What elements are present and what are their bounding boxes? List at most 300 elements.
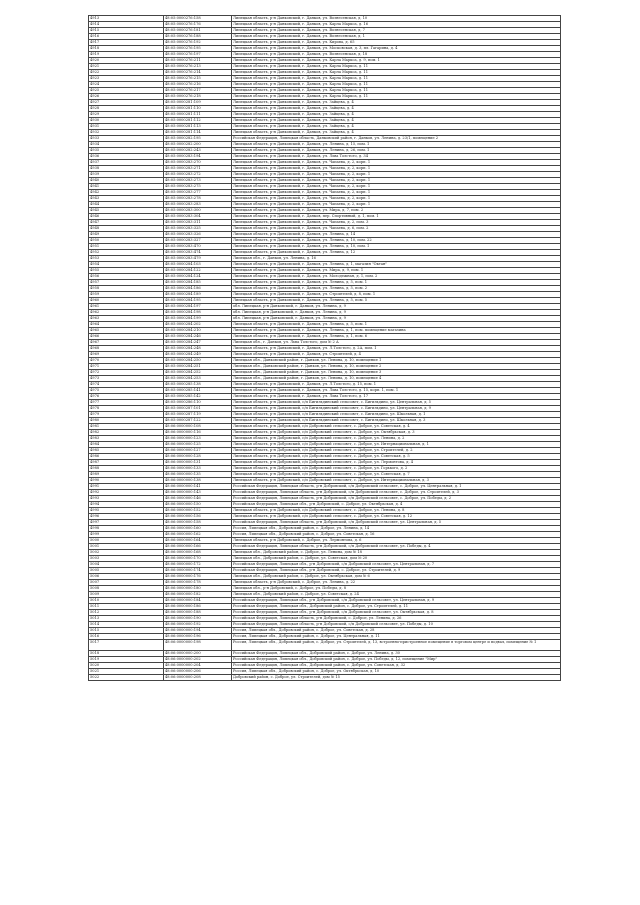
row-number-cell: 4976 (89, 394, 164, 400)
row-number-cell: 4916 (89, 34, 164, 40)
address-cell: Липецкая область, р-н Данковский, г. Данков, ул. Ленина, д. 1, пом. помещение магазина (232, 328, 561, 334)
row-number-cell: 4963 (89, 316, 164, 322)
cadastral-number-cell: 48:05:0000276:218 (164, 94, 232, 100)
cadastral-number-cell: 48:05:0000282:243 (164, 148, 232, 154)
row-number-cell: 5012 (89, 610, 164, 616)
row-number-cell: 4974 (89, 382, 164, 388)
cadastral-number-cell: 48:05:0000281:109 (164, 100, 232, 106)
row-number-cell: 4949 (89, 232, 164, 238)
row-number-cell: 4931 (89, 124, 164, 130)
row-number-cell: 4956 (89, 274, 164, 280)
cadastral-number-cell: 48:05:0000282:200 (164, 142, 232, 148)
address-cell: Липецкая область, р-н Данковский, г. Данков, ул. Ленина, д. 5, пом. 1 (232, 322, 561, 328)
row-number-cell: 5002 (89, 550, 164, 556)
address-cell: Липецкая область, р-н Данковский, г. Данков, ул. Кирова, д. 65 (232, 40, 561, 46)
cadastral-number-cell: 48:05:0000284:124 (164, 274, 232, 280)
address-cell: Липецкая область, р-н Данковский, г. Данков, ул. Карла Маркса, д. 16 (232, 22, 561, 28)
address-cell: Россия, Липецкая обл., Добровский район, с. Доброе, ул. Строителей, д. 13, встроенно-пристроенное помещение в торговом центре и подвал, помещение № 1 (232, 640, 561, 651)
cadastral-number-cell: 48:05:0000284:202 (164, 322, 232, 328)
row-number-cell: 5010 (89, 598, 164, 604)
row-number-cell: 5004 (89, 562, 164, 568)
address-cell: Липецкая обл., Добровский район, с. Доброе, ул. Советская, д. 24 (232, 592, 561, 598)
cadastral-number-cell: 48:06:0000000:208 (164, 674, 232, 680)
cadastral-number-cell: 48:06:0000000:204 (164, 662, 232, 668)
cadastral-number-cell: 48:05:0000276:195 (164, 46, 232, 52)
row-number-cell: 4915 (89, 28, 164, 34)
address-cell: Липецкая область, р-н Данковский, г. Данков, ул. Л.Толстого, д. 2А, пом. 1 (232, 346, 561, 352)
row-number-cell: 4988 (89, 466, 164, 472)
row-number-cell: 4995 (89, 508, 164, 514)
cadastral-number-cell: 48:05:0000281:114 (164, 130, 232, 136)
row-number-cell: 4929 (89, 112, 164, 118)
row-number-cell: 4970 (89, 358, 164, 364)
row-number-cell: 4946 (89, 214, 164, 220)
cadastral-number-cell: 48:05:0000284:210 (164, 328, 232, 334)
cadastral-number-cell: 48:06:0000000:184 (164, 598, 232, 604)
row-number-cell: 4917 (89, 40, 164, 46)
row-number-cell: 5005 (89, 568, 164, 574)
cadastral-number-cell: 48:05:0000283:470 (164, 244, 232, 250)
cadastral-number-cell: 48:05:0000276:192 (164, 40, 232, 46)
cadastral-number-cell: 48:05:0000283:271 (164, 166, 232, 172)
address-cell: обл. Липецкая, р-н Данковский, г. Данков, ул. Ленина, д. 9 (232, 310, 561, 316)
cadastral-number-cell: 48:06:0000000:178 (164, 580, 232, 586)
cadastral-number-cell: 48:05:0000284:195 (164, 298, 232, 304)
cadastral-number-cell: 48:05:0000276:215 (164, 76, 232, 82)
address-cell: Липецкая область, р-н Данковский, г. Данков, ул. Вознесенская, д. 1 (232, 34, 561, 40)
cadastral-number-cell: 48:05:0000276:181 (164, 28, 232, 34)
address-cell: Липецкая область, р-н Данковский, г. Данков, ул. Карла Маркса, д. 11 (232, 94, 561, 100)
row-number-cell: 4961 (89, 304, 164, 310)
cadastral-number-cell: 48:06:0000000:152 (164, 508, 232, 514)
address-cell: Липецкая обл., Добровский район, с. Доброе, ул. Октябрьская, дом № 6 (232, 574, 561, 580)
row-number-cell: 4936 (89, 154, 164, 160)
address-cell: Российская Федерация, Липецкая область, р-н Добровский, с/п Добровский сельсовет, с. Доброе, ул. Центральная, д. 1 (232, 484, 561, 490)
address-cell: Липецкая область, р-н Данковский, г. Данков, ул. Ленина, д. 5, пом. 5 (232, 298, 561, 304)
cadastral-number-cell: 48:06:0000000:128 (164, 454, 232, 460)
row-number-cell: 4925 (89, 88, 164, 94)
address-cell: Липецкая область, р-н Данковский, г. Данков, ул. Строителей, д. 4 (232, 352, 561, 358)
cadastral-number-cell: 48:05:0000283:272 (164, 172, 232, 178)
cadastral-number-cell: 48:05:0000281:112 (164, 118, 232, 124)
address-cell: Липецкая область, р-н Данковский, г. Данков, ул. Карла Маркса, д. 11 (232, 70, 561, 76)
address-cell: Липецкая область, р-н Добровский, с/п Добровский сельсовет, с. Доброе, ул. Лермонтова, д. 4 (232, 460, 561, 466)
cadastral-number-cell: 48:05:0000276:217 (164, 88, 232, 94)
row-number-cell: 4948 (89, 226, 164, 232)
row-number-cell: 4996 (89, 514, 164, 520)
row-number-cell: 5014 (89, 622, 164, 628)
cadastral-number-cell: 48:06:0000000:156 (164, 514, 232, 520)
address-cell: Российская Федерация, Липецкая обл., Добровский район, с. Доброе, ул. Ленина, д. 30 (232, 650, 561, 656)
cadastral-number-cell: 48:05:0000284:251 (164, 364, 232, 370)
row-number-cell: 4940 (89, 178, 164, 184)
address-cell: Липецкая область, р-н Данковский, г. Данков, ул. Чапаева, д. 2, корп. 1 (232, 166, 561, 172)
cadastral-number-cell: 48:06:0000000:146 (164, 496, 232, 502)
cadastral-number-cell: 48:06:0000000:172 (164, 562, 232, 568)
cadastral-number-cell: 48:05:0000276:158 (164, 16, 232, 22)
cadastral-number-cell: 48:06:0000000:123 (164, 436, 232, 442)
row-number-cell: 4951 (89, 244, 164, 250)
address-cell: Липецкая область, р-н Данковский, г. Данков, ул. Вознесенская, д. 10 (232, 16, 561, 22)
cadastral-number-cell: 48:05:0000287:101 (164, 406, 232, 412)
cadastral-number-cell: 48:06:0000000:166 (164, 544, 232, 550)
row-number-cell: 4958 (89, 286, 164, 292)
address-cell: Липецкая область, р-н Данковский, г. Данков, ул. Зайцева, д. 4 (232, 112, 561, 118)
row-number-cell: 4945 (89, 208, 164, 214)
document-page (88, 15, 551, 681)
cadastral-number-cell: 48:06:0000000:180 (164, 586, 232, 592)
row-number-cell: 4977 (89, 400, 164, 406)
address-cell: Липецкая область, р-н Данковский, с/п Бигильдинский сельсовет, с. Бигильдино, ул. Центральная, д. 9 (232, 406, 561, 412)
address-cell: обл. Липецкая, р-н Данковский, г. Данков, ул. Ленина, д. 9 (232, 304, 561, 310)
row-number-cell: 5021 (89, 668, 164, 674)
row-number-cell: 4969 (89, 352, 164, 358)
cadastral-number-cell: 48:06:0000000:188 (164, 610, 232, 616)
address-cell: Липецкая область, р-н Добровский, с/п Добровский сельсовет, с. Доброе, ул. Советская, д. 5 (232, 454, 561, 460)
cadastral-number-cell: 48:05:0000283:277 (164, 190, 232, 196)
address-cell: Липецкая область, р-н Данковский, г. Данков, ул. Чапаева, д. 2, корп. 1 (232, 172, 561, 178)
address-cell: Липецкая область, р-н Добровский, с/п Добровский сельсовет, с. Доброе, ул. Советская, д. 12 (232, 514, 561, 520)
cadastral-number-cell: 48:05:0000284:253 (164, 376, 232, 382)
address-cell: Липецкая область, р-н Данковский, г. Данков, ул. Ленина, д. 15, пом. 1 (232, 142, 561, 148)
cadastral-number-cell: 48:05:0000283:273 (164, 178, 232, 184)
cadastral-number-cell: 48:06:0000000:125 (164, 442, 232, 448)
address-cell: Липецкая область, р-н Добровский, с/п Добровский сельсовет, с. Доброе, ул. Октябрьская, д. 3 (232, 430, 561, 436)
row-number-cell: 5009 (89, 592, 164, 598)
address-cell: Липецкая область, р-н Данковский, г. Данков, ул. Ленина, д. 14 (232, 232, 561, 238)
row-number-cell: 4991 (89, 484, 164, 490)
row-number-cell: 4962 (89, 310, 164, 316)
address-cell: Липецкая область, р-н Данковский, г. Данков, ул. Карла Маркса, д. 11 (232, 76, 561, 82)
address-cell: Россия, Липецкая обл., Добровский район, с. Доброе, ул. Советская, д. 28 (232, 628, 561, 634)
address-cell: Россия, Липецкая обл., Добровский район, с. Доброе, ул. Центральная, д. 11 (232, 634, 561, 640)
address-cell: Липецкая область, р-н Данковский, г. Данков, ул. Чапаева, д. 2, корп. 1 (232, 196, 561, 202)
cadastral-number-cell: 48:05:0000276:216 (164, 82, 232, 88)
row-number-cell: 5006 (89, 574, 164, 580)
cadastral-number-cell: 48:06:0000000:190 (164, 616, 232, 622)
address-cell: Российская Федерация, Липецкая область, р-н Добровский, с/п Добровский сельсовет, ул. Победы, д. 4 (232, 544, 561, 550)
cadastral-number-cell: 48:06:0000000:158 (164, 520, 232, 526)
row-number-cell: 4935 (89, 148, 164, 154)
cadastral-number-cell: 48:05:0000283:304 (164, 214, 232, 220)
address-cell: Липецкая область, р-н Данковский, г. Данков, ул. Ленина, д. 1, магазин "Октан" (232, 262, 561, 268)
cadastral-number-cell: 48:06:0000000:143 (164, 490, 232, 496)
cadastral-number-cell: 48:05:0000282:195 (164, 136, 232, 142)
row-number-cell: 4955 (89, 268, 164, 274)
address-cell: Липецкая область, р-н Данковский, г. Данков, ул. Зайцева, д. 4 (232, 124, 561, 130)
address-cell: Липецкая область, р-н Данковский, г. Данков, пер. Спортивный, д. 1, пом. 1 (232, 214, 561, 220)
address-cell: Российская Федерация, Липецкая обл., Добровский район, с. Доброе, ул. Победы, д. 12, помещение "Мир" (232, 656, 561, 662)
address-cell: Липецкая область, р-н Данковский, г. Данков, ул. Льва Толстого, д. 15, корп. 1, пом. 1 (232, 388, 561, 394)
address-cell: Российская Федерация, Липецкая обл., р-н Добровский, с. Доброе, ул. Октябрьская, д. 4 (232, 502, 561, 508)
cadastral-number-cell: 48:06:0000000:150 (164, 502, 232, 508)
address-cell: Липецкая область, р-н Данковский, г. Данков, ул. Ленина, д. 5, пом. 1 (232, 280, 561, 286)
row-number-cell: 4950 (89, 238, 164, 244)
cadastral-number-cell: 48:05:0000281:113 (164, 124, 232, 130)
cadastral-number-cell: 48:05:0000283:311 (164, 220, 232, 226)
address-cell: Липецкая область, р-н Данковский, г. Данков, ул. Льва Толстого, д. 17 (232, 394, 561, 400)
cadastral-number-cell: 48:05:0000276:197 (164, 52, 232, 58)
cadastral-number-cell: 48:05:0000285:142 (164, 394, 232, 400)
row-number-cell: 4964 (89, 322, 164, 328)
address-cell: Липецкая область, р-н Данковский, г. Данков, ул. Зайцева, д. 4 (232, 118, 561, 124)
row-number-cell: 4952 (89, 250, 164, 256)
cadastral-number-cell: 48:06:0000000:108 (164, 424, 232, 430)
row-number-cell: 4928 (89, 106, 164, 112)
address-cell: Липецкая область, р-н Данковский, г. Данков, ул. Ленина, д. 5, пом. 2 (232, 286, 561, 292)
row-number-cell: 4979 (89, 412, 164, 418)
row-number-cell: 4966 (89, 334, 164, 340)
row-number-cell: 4994 (89, 502, 164, 508)
cadastral-table (88, 15, 561, 681)
row-number-cell: 4914 (89, 22, 164, 28)
address-cell: Липецкая обл., г. Данков, ул. Льва Толстого, дом № 2 А (232, 340, 561, 346)
cadastral-number-cell: 48:05:0000284:250 (164, 358, 232, 364)
row-number-cell: 4992 (89, 490, 164, 496)
address-cell: Липецкая область, р-н Добровский, с/п Добровский сельсовет, с. Доброе, ул. Советская, д. 4 (232, 424, 561, 430)
address-cell: Липецкая область, р-н Данковский, г. Данков, ул. Мира, д. 9, пом. 1 (232, 268, 561, 274)
address-cell: Российская Федерация, Липецкая область, р-н Добровский, с/п Добровский сельсовет, ул. Победы, д. 10 (232, 622, 561, 628)
cadastral-number-cell: 48:05:0000276:213 (164, 64, 232, 70)
cadastral-number-cell: 48:06:0000000:170 (164, 556, 232, 562)
address-cell: Липецкая область, р-н Данковский, г. Данков, ул. Зайцева, д. 4 (232, 106, 561, 112)
cadastral-number-cell: 48:05:0000283:326 (164, 232, 232, 238)
address-cell: Липецкая область, р-н Данковский, г. Данков, ул. Ленина, д. 10, пом. 1 (232, 244, 561, 250)
cadastral-number-cell: 48:05:0000283:300 (164, 208, 232, 214)
table-row (89, 640, 561, 651)
row-number-cell: 4989 (89, 472, 164, 478)
cadastral-number-cell: 48:06:0000000:164 (164, 538, 232, 544)
address-cell: Липецкая обл., Данковский район, г. Данков, ул. Ленина, д. 10, помещение 3 (232, 370, 561, 376)
cadastral-number-cell: 48:05:0000276:214 (164, 70, 232, 76)
row-number-cell: 4998 (89, 526, 164, 532)
row-number-cell: 4919 (89, 52, 164, 58)
cadastral-number-cell: 48:05:0000283:275 (164, 184, 232, 190)
address-cell: Российская Федерация, Липецкая обл., р-н Добровский, с/п Добровский сельсовет, ул. Центральная, д. 7 (232, 562, 561, 568)
address-cell: Липецкая область, р-н Данковский, г. Данков, ул. Чапаева, д. 2, пом. 3 (232, 220, 561, 226)
row-number-cell: 4965 (89, 328, 164, 334)
cadastral-number-cell: 48:05:0000284:252 (164, 370, 232, 376)
row-number-cell: 4987 (89, 460, 164, 466)
row-number-cell: 4960 (89, 298, 164, 304)
row-number-cell: 5019 (89, 656, 164, 662)
row-number-cell: 4986 (89, 454, 164, 460)
cadastral-number-cell: 48:05:0000283:194 (164, 154, 232, 160)
address-cell: Российская Федерация, Липецкая область, р-н Добровский, с. Доброе, ул. Ленина, д. 26 (232, 616, 561, 622)
row-number-cell: 5013 (89, 616, 164, 622)
address-cell: Российская Федерация, Липецкая область, р-н Добровский, с/п Добровский сельсовет, с. Доброе, ул. Строителей, д. 3 (232, 490, 561, 496)
table-body (89, 16, 561, 681)
row-number-cell: 5016 (89, 634, 164, 640)
cadastral-number-cell: 48:06:0000000:133 (164, 466, 232, 472)
address-cell: Липецкая область, р-н Добровский, с/п Добровский сельсовет, с. Доброе, ул. Ленина, д. 8 (232, 508, 561, 514)
row-number-cell: 4926 (89, 94, 164, 100)
row-number-cell: 4934 (89, 142, 164, 148)
row-number-cell: 5008 (89, 586, 164, 592)
row-number-cell: 4993 (89, 496, 164, 502)
row-number-cell: 5007 (89, 580, 164, 586)
cadastral-number-cell: 48:05:0000285:141 (164, 388, 232, 394)
row-number-cell: 4968 (89, 346, 164, 352)
address-cell: Липецкая область, р-н Данковский, г. Данков, ул. Молодежная, д. 1, пом. 2 (232, 274, 561, 280)
cadastral-number-cell: 48:05:0000283:327 (164, 238, 232, 244)
cadastral-number-cell: 48:06:0000000:141 (164, 484, 232, 490)
row-number-cell: 4939 (89, 172, 164, 178)
address-cell: Липецкая область, р-н Данковский, г. Данков, ул. Карла Маркса, д. 11 (232, 88, 561, 94)
row-number-cell: 5018 (89, 650, 164, 656)
row-number-cell: 5001 (89, 544, 164, 550)
row-number-cell: 4937 (89, 160, 164, 166)
cadastral-number-cell: 48:05:0000276:188 (164, 34, 232, 40)
address-cell: Липецкая область, р-н Данковский, г. Данков, ул. Карла Маркса, д. 11 (232, 82, 561, 88)
cadastral-number-cell: 48:05:0000284:122 (164, 268, 232, 274)
address-cell: Липецкая обл., Добровский район, с. Доброе, ул. Ленина, дом № 18 (232, 550, 561, 556)
cadastral-number-cell: 48:05:0000284:247 (164, 340, 232, 346)
address-cell: Липецкая область, р-н Данковский, г. Данков, ул. Чапаева, д. 2, корп. 1 (232, 184, 561, 190)
cadastral-number-cell: 48:05:0000283:270 (164, 160, 232, 166)
row-number-cell: 4938 (89, 166, 164, 172)
cadastral-number-cell: 48:05:0000283:283 (164, 202, 232, 208)
address-cell: Липецкая область, р-н Данковский, с/п Бигильдинский сельсовет, с. Бигильдино, ул. Школьная, д. 3 (232, 418, 561, 424)
cadastral-number-cell: 48:05:0000284:249 (164, 352, 232, 358)
address-cell: Российская Федерация, Липецкая обл., р-н Добровский, с. Доброе, ул. Строителей, д. 9 (232, 568, 561, 574)
address-cell: Липецкая область, р-н Данковский, г. Данков, ул. Мира, д. 7, пом. 2 (232, 208, 561, 214)
cadastral-number-cell: 48:05:0000284:199 (164, 316, 232, 322)
address-cell: Добровский район, с. Доброе, ул. Строителей, дом № 15 (232, 674, 561, 680)
row-number-cell: 4967 (89, 340, 164, 346)
row-number-cell: 4959 (89, 292, 164, 298)
cadastral-number-cell: 48:06:0000000:116 (164, 430, 232, 436)
address-cell: Российская Федерация, Липецкая обл., р-н Добровский, с/п Добровский сельсовет, ул. Центральная, д. 9 (232, 598, 561, 604)
row-number-cell: 4975 (89, 388, 164, 394)
address-cell: Липецкая область, р-н Данковский, г. Данков, ул. Льва Толстого, д. 34 (232, 154, 561, 160)
cadastral-number-cell: 48:05:0000276:176 (164, 22, 232, 28)
row-number-cell: 4973 (89, 376, 164, 382)
cadastral-number-cell: 48:06:0000000:160 (164, 526, 232, 532)
address-cell: Липецкая область, р-н Данковский, г. Данков, ул. Карла Маркса, д. 11 (232, 64, 561, 70)
row-number-cell: 4957 (89, 280, 164, 286)
address-cell: Российская Федерация, Липецкая область, Данковский район, г. Данков, ул. Ленина, д. 23/1, помещение 2 (232, 136, 561, 142)
cadastral-number-cell: 48:06:0000000:131 (164, 460, 232, 466)
address-cell: Липецкая область, р-н Данковский, с/п Бигильдинский сельсовет, с. Бигильдино, ул. Центральная, д. 5 (232, 400, 561, 406)
cadastral-number-cell: 48:05:0000286:110 (164, 400, 232, 406)
cadastral-number-cell: 48:05:0000283:479 (164, 256, 232, 262)
address-cell: Липецкая область, р-н Данковский, г. Данков, ул. Вознесенская, д. 18 (232, 52, 561, 58)
address-cell: Российская Федерация, Липецкая обл., р-н Добровский, с/п Добровский сельсовет, ул. Октябрьская, д. 8 (232, 610, 561, 616)
address-cell: Липецкая область, р-н Добровский, с/п Добровский сельсовет, с. Доброе, ул. Горького, д. 2 (232, 466, 561, 472)
row-number-cell: 4942 (89, 190, 164, 196)
row-number-cell: 5000 (89, 538, 164, 544)
cadastral-number-cell: 48:05:0000283:474 (164, 250, 232, 256)
row-number-cell: 5015 (89, 628, 164, 634)
cadastral-number-cell: 48:06:0000000:202 (164, 656, 232, 662)
address-cell: Липецкая обл., Данковский район, г. Данков, ул. Ленина, д. 10, помещение 1 (232, 358, 561, 364)
row-number-cell: 5011 (89, 604, 164, 610)
address-cell: Россия, Липецкая обл., Добровский район, с. Доброе, ул. Октябрьская, д. 10 (232, 668, 561, 674)
cadastral-number-cell: 48:06:0000000:182 (164, 592, 232, 598)
row-number-cell: 4927 (89, 100, 164, 106)
cadastral-number-cell: 48:05:0000284:189 (164, 292, 232, 298)
row-number-cell: 4947 (89, 220, 164, 226)
cadastral-number-cell: 48:06:0000000:194 (164, 628, 232, 634)
row-number-cell: 4924 (89, 82, 164, 88)
row-number-cell: 4982 (89, 430, 164, 436)
address-cell: Липецкая область, р-н Добровский, с. Доброе, ул. Ленина, д. 22 (232, 580, 561, 586)
cadastral-number-cell: 48:06:0000000:192 (164, 622, 232, 628)
cadastral-number-cell: 48:06:0000000:186 (164, 604, 232, 610)
address-cell: Липецкая область, р-н Данковский, г. Данков, ул. Московская, д. 3, пл. Гагарина, д. 4 (232, 46, 561, 52)
cadastral-number-cell: 48:06:0000000:196 (164, 634, 232, 640)
address-cell: Липецкая область, р-н Данковский, г. Данков, ул. Чапаева, д. 2, корп. 1 (232, 202, 561, 208)
address-cell: Липецкая область, р-н Данковский, г. Данков, ул. Вознесенская, д. 7 (232, 28, 561, 34)
cadastral-number-cell: 48:06:0000000:200 (164, 650, 232, 656)
address-cell: Липецкая область, р-н Добровский, с/п Добровский сельсовет, с. Доброе, ул. Строителей, д. 2 (232, 448, 561, 454)
row-number-cell: 4932 (89, 130, 164, 136)
address-cell: Липецкая область, р-н Данковский, г. Данков, ул. Ленина, д. 12 (232, 250, 561, 256)
cadastral-number-cell: 48:05:0000283:325 (164, 226, 232, 232)
address-cell: Российская Федерация, Липецкая обл., Добровский район, с. Доброе, ул. Советская, д. 32 (232, 662, 561, 668)
row-number-cell: 5017 (89, 640, 164, 651)
cadastral-number-cell: 48:06:0000000:198 (164, 640, 232, 651)
table-row (89, 674, 561, 680)
row-number-cell: 4944 (89, 202, 164, 208)
address-cell: Липецкая обл., Данковский район, г. Данков, ул. Ленина, д. 10, помещение 4 (232, 376, 561, 382)
row-number-cell: 4918 (89, 46, 164, 52)
cadastral-number-cell: 48:06:0000000:138 (164, 478, 232, 484)
address-cell: Российская Федерация, Липецкая область, р-н Добровский, с/п Добровский сельсовет, ул. Центральная, д. 5 (232, 520, 561, 526)
address-cell: Россия, Липецкая обл., Добровский район, с. Доброе, ул. Ленина, д. 14 (232, 526, 561, 532)
row-number-cell: 4990 (89, 478, 164, 484)
address-cell: Липецкая область, р-н Добровский, с. Доброе, ул. Лермонтова, д. 6 (232, 538, 561, 544)
row-number-cell: 4921 (89, 64, 164, 70)
row-number-cell: 4984 (89, 442, 164, 448)
row-number-cell: 4985 (89, 448, 164, 454)
cadastral-number-cell: 48:06:0000000:206 (164, 668, 232, 674)
row-number-cell: 4941 (89, 184, 164, 190)
row-number-cell: 4943 (89, 196, 164, 202)
address-cell: Липецкая обл., Данковский район, г. Данков, ул. Ленина, д. 10, помещение 2 (232, 364, 561, 370)
row-number-cell: 4983 (89, 436, 164, 442)
address-cell: Липецкая область, р-н Данковский, г. Данков, ул. Чапаева, д. 6, пом. 2 (232, 226, 561, 232)
row-number-cell: 4913 (89, 16, 164, 22)
address-cell: Липецкая обл., г. Данков, ул. Ленина, д. 16 (232, 256, 561, 262)
cadastral-number-cell: 48:05:0000287:119 (164, 412, 232, 418)
cadastral-number-cell: 48:05:0000284:246 (164, 334, 232, 340)
cadastral-number-cell: 48:05:0000284:186 (164, 286, 232, 292)
address-cell: Липецкая область, р-н Данковский, г. Данков, ул. Карла Маркса, д. 9, пом. 1 (232, 58, 561, 64)
address-cell: Липецкая область, р-н Добровский, с/п Добровский сельсовет, с. Доброе, ул. Ленина, д. 2 (232, 436, 561, 442)
row-number-cell: 5022 (89, 674, 164, 680)
address-cell: Липецкая область, р-н Данковский, г. Данков, ул. Ленина, д. 1, пом. 6 (232, 334, 561, 340)
cadastral-number-cell: 48:05:0000285:138 (164, 382, 232, 388)
cadastral-number-cell: 48:06:0000000:174 (164, 568, 232, 574)
address-cell: Липецкая область, р-н Добровский, с/п Добровский сельсовет, с. Доброе, ул. Интернациональная, д. 3 (232, 478, 561, 484)
address-cell: Липецкая область, р-н Данковский, г. Данков, ул. Л.Толстого, д. 15, пом. 1 (232, 382, 561, 388)
row-number-cell: 4972 (89, 370, 164, 376)
address-cell: Россия, Липецкая обл., Добровский район, с. Доброе, ул. Советская, д. 16 (232, 532, 561, 538)
cadastral-number-cell: 48:05:0000284:197 (164, 304, 232, 310)
row-number-cell: 4923 (89, 76, 164, 82)
row-number-cell: 5020 (89, 662, 164, 668)
row-number-cell: 4922 (89, 70, 164, 76)
address-cell: Липецкая область, р-н Данковский, г. Данков, ул. Ленина, д. 26, пом. 1 (232, 148, 561, 154)
cadastral-number-cell: 48:05:0000284:198 (164, 310, 232, 316)
row-number-cell: 4980 (89, 418, 164, 424)
address-cell: Липецкая область, р-н Добровский, с/п Добровский сельсовет, с. Доброе, ул. Интернациональная, д. 1 (232, 442, 561, 448)
cadastral-number-cell: 48:05:0000284:185 (164, 280, 232, 286)
cadastral-number-cell: 48:05:0000281:110 (164, 106, 232, 112)
cadastral-number-cell: 48:05:0000283:278 (164, 196, 232, 202)
